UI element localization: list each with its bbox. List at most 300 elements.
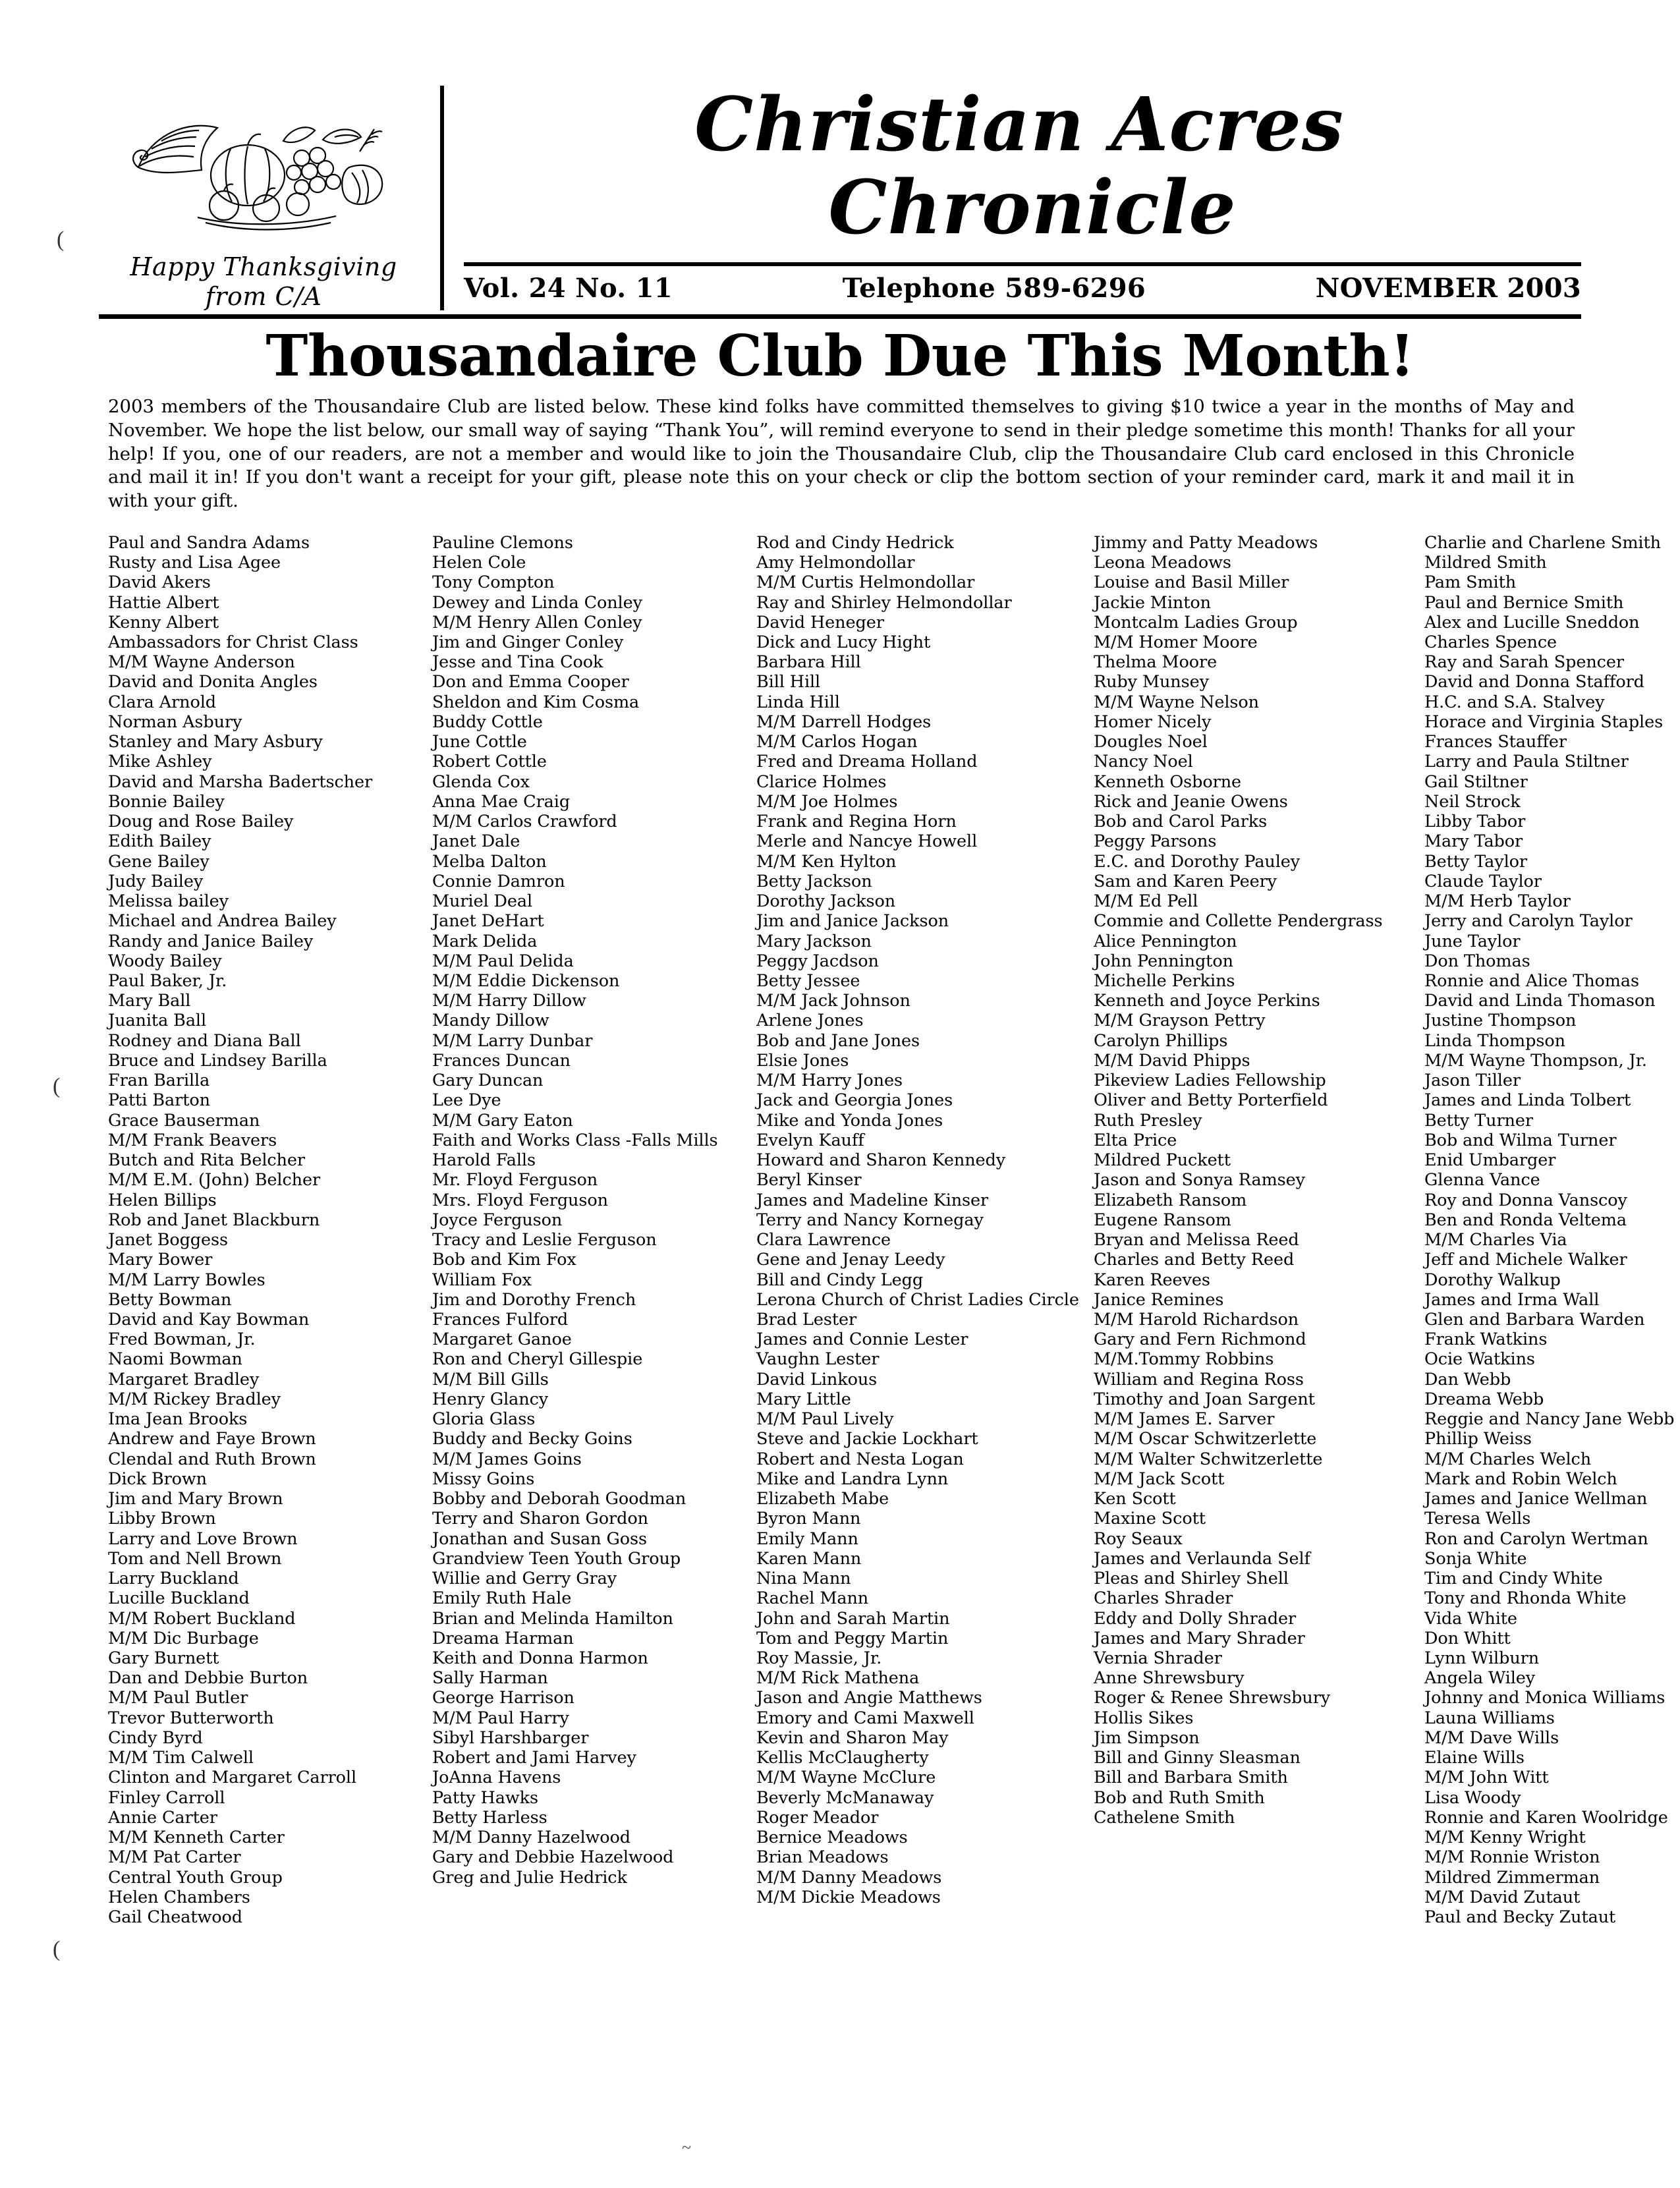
list-item: Brian and Melinda Hamilton bbox=[432, 1608, 673, 1629]
list-item: Nancy Noel bbox=[1094, 752, 1193, 772]
list-item: Johnny and Monica Williams bbox=[1424, 1688, 1666, 1708]
list-item: Juanita Ball bbox=[108, 1011, 207, 1031]
list-item: Muriel Deal bbox=[432, 891, 533, 912]
list-item: Eddy and Dolly Shrader bbox=[1094, 1608, 1297, 1629]
article-intro bbox=[99, 395, 1581, 513]
list-item: Dorothy Walkup bbox=[1424, 1270, 1561, 1290]
list-item: Alex and Lucille Sneddon bbox=[1424, 612, 1640, 632]
list-item: Peggy Jacdson bbox=[756, 951, 879, 971]
list-item: M/M Ken Hylton bbox=[756, 851, 897, 872]
list-item: Howard and Sharon Kennedy bbox=[756, 1150, 1006, 1171]
list-item: Terry and Nancy Kornegay bbox=[756, 1210, 984, 1230]
list-item: Edith Bailey bbox=[108, 831, 211, 852]
list-item: M/M E.M. (John) Belcher bbox=[108, 1170, 321, 1191]
list-item: Tom and Peggy Martin bbox=[756, 1628, 949, 1648]
list-item: Larry and Love Brown bbox=[108, 1529, 298, 1549]
list-item: Roy Massie, Jr. bbox=[756, 1648, 882, 1668]
list-item: Mike and Yonda Jones bbox=[756, 1110, 943, 1131]
list-item: Bob and Kim Fox bbox=[432, 1250, 576, 1270]
list-item: Sibyl Harshbarger bbox=[432, 1727, 589, 1748]
list-item: M/M Larry Dunbar bbox=[432, 1030, 593, 1051]
list-item: Buddy and Becky Goins bbox=[432, 1429, 632, 1449]
list-item: Keith and Donna Harmon bbox=[432, 1648, 648, 1668]
list-item: Paul Baker, Jr. bbox=[108, 971, 227, 991]
list-item: Mike and Landra Lynn bbox=[756, 1469, 949, 1489]
list-item: Linda Thompson bbox=[1424, 1030, 1565, 1051]
list-item: Anne Shrewsbury bbox=[1094, 1668, 1245, 1689]
list-item: Lynn Wilburn bbox=[1424, 1648, 1540, 1668]
thanksgiving-greeting-line1: Happy Thanksgiving bbox=[130, 252, 397, 281]
list-item: Brian Meadows bbox=[756, 1847, 889, 1868]
list-item: M/M Paul Butler bbox=[108, 1688, 248, 1708]
list-item: Peggy Parsons bbox=[1094, 831, 1217, 852]
list-item: M/M Harry Jones bbox=[756, 1071, 903, 1091]
list-item: Dreama Webb bbox=[1424, 1389, 1544, 1409]
list-item: Jack and Georgia Jones bbox=[756, 1090, 953, 1111]
list-item: Nina Mann bbox=[756, 1569, 851, 1589]
list-item: Sally Harman bbox=[432, 1668, 548, 1689]
list-item: Dewey and Linda Conley bbox=[432, 592, 642, 613]
list-item: Harold Falls bbox=[432, 1150, 536, 1171]
list-item: Larry Buckland bbox=[108, 1569, 239, 1589]
list-item: Mandy Dillow bbox=[432, 1011, 549, 1031]
list-item: Tim and Cindy White bbox=[1424, 1569, 1603, 1589]
list-item: James and Verlaunda Self bbox=[1094, 1548, 1310, 1569]
masthead-logo-area bbox=[99, 86, 444, 310]
list-item: Sam and Karen Peery bbox=[1094, 871, 1277, 891]
list-item: Dick and Lucy Hight bbox=[756, 632, 931, 653]
list-item: Bob and Jane Jones bbox=[756, 1030, 920, 1051]
list-item: Leona Meadows bbox=[1094, 553, 1231, 573]
list-item: Vaughn Lester bbox=[756, 1349, 880, 1370]
list-item: Tony Compton bbox=[432, 573, 555, 593]
member-column-1 bbox=[103, 533, 432, 1927]
list-item: Joyce Ferguson bbox=[432, 1210, 563, 1230]
list-item: Bill and Cindy Legg bbox=[756, 1270, 924, 1290]
list-item: Don Whitt bbox=[1424, 1628, 1511, 1648]
list-item: Dan Webb bbox=[1424, 1369, 1511, 1389]
list-item: M/M David Phipps bbox=[1094, 1050, 1250, 1071]
list-item: Jim and Ginger Conley bbox=[432, 632, 624, 653]
issue-date: NOVEMBER 2003 bbox=[1315, 273, 1581, 304]
list-item: Kenneth and Joyce Perkins bbox=[1094, 991, 1320, 1011]
list-item: Rick and Jeanie Owens bbox=[1094, 791, 1288, 812]
list-item: M/M Kenny Wright bbox=[1424, 1828, 1586, 1848]
list-item: Charles and Betty Reed bbox=[1094, 1250, 1295, 1270]
list-item: David and Kay Bowman bbox=[108, 1309, 310, 1330]
list-item: Pauline Clemons bbox=[432, 532, 573, 553]
list-item: Jesse and Tina Cook bbox=[432, 652, 603, 673]
list-item: M/M Ed Pell bbox=[1094, 891, 1198, 912]
list-item: Janet Dale bbox=[432, 831, 520, 852]
list-item: Barbara Hill bbox=[756, 652, 861, 673]
list-item: Bill and Barbara Smith bbox=[1094, 1768, 1288, 1788]
list-item: Norman Asbury bbox=[108, 712, 242, 732]
list-item: M/M Henry Allen Conley bbox=[432, 612, 642, 632]
list-item: M/M Jack Scott bbox=[1094, 1469, 1225, 1489]
member-column-2 bbox=[432, 533, 756, 1927]
list-item: Ronnie and Alice Thomas bbox=[1424, 971, 1639, 991]
list-item: M/M Curtis Helmondollar bbox=[756, 573, 975, 593]
list-item: Margaret Ganoe bbox=[432, 1330, 572, 1350]
list-item: M/M Larry Bowles bbox=[108, 1270, 266, 1290]
list-item: Vida White bbox=[1424, 1608, 1517, 1629]
list-item: Ruth Presley bbox=[1094, 1110, 1202, 1131]
list-item: Libby Brown bbox=[108, 1509, 216, 1529]
list-item: M/M Oscar Schwitzerlette bbox=[1094, 1429, 1317, 1449]
list-item: E.C. and Dorothy Pauley bbox=[1094, 851, 1301, 872]
list-item: Bryan and Melissa Reed bbox=[1094, 1230, 1299, 1250]
list-item: M/M Paul Harry bbox=[432, 1708, 569, 1728]
list-item: Gail Cheatwood bbox=[108, 1907, 242, 1928]
list-item: Betty Harless bbox=[432, 1807, 547, 1828]
list-item: Pikeview Ladies Fellowship bbox=[1094, 1071, 1326, 1091]
list-item: William and Regina Ross bbox=[1094, 1369, 1304, 1389]
list-item: Annie Carter bbox=[108, 1807, 217, 1828]
list-item: Sheldon and Kim Cosma bbox=[432, 692, 640, 712]
list-item: Rachel Mann bbox=[756, 1588, 869, 1609]
list-item: James and Irma Wall bbox=[1424, 1289, 1600, 1310]
list-item: Bruce and Lindsey Barilla bbox=[108, 1050, 327, 1071]
masthead-title-area bbox=[444, 82, 1581, 310]
list-item: David Linkous bbox=[756, 1369, 878, 1389]
list-item: M/M.Tommy Robbins bbox=[1094, 1349, 1274, 1370]
list-item: Mildred Zimmerman bbox=[1424, 1867, 1600, 1888]
list-item: Grandview Teen Youth Group bbox=[432, 1548, 681, 1569]
list-item: M/M Wayne Anderson bbox=[108, 652, 295, 673]
list-item: Lisa Woody bbox=[1424, 1787, 1521, 1808]
margin-mark: ( bbox=[53, 1937, 61, 1961]
list-item: Ron and Carolyn Wertman bbox=[1424, 1529, 1648, 1549]
list-item: Don and Emma Cooper bbox=[432, 672, 629, 692]
list-item: Bonnie Bailey bbox=[108, 791, 225, 812]
list-item: Margaret Bradley bbox=[108, 1369, 260, 1389]
list-item: Paul and Sandra Adams bbox=[108, 532, 310, 553]
list-item: Gene Bailey bbox=[108, 851, 210, 872]
list-item: M/M Paul Lively bbox=[756, 1409, 894, 1430]
list-item: Buddy Cottle bbox=[432, 712, 543, 732]
list-item: Rob and Janet Blackburn bbox=[108, 1210, 320, 1230]
publication-title-line2: Chronicle bbox=[828, 165, 1237, 251]
list-item: David and Donita Angles bbox=[108, 672, 318, 692]
list-item: Reggie and Nancy Jane Webb bbox=[1424, 1409, 1675, 1430]
list-item: Finley Carroll bbox=[108, 1787, 225, 1808]
list-item: Bill Hill bbox=[756, 672, 821, 692]
list-item: Clendal and Ruth Brown bbox=[108, 1449, 316, 1469]
list-item: Kevin and Sharon May bbox=[756, 1727, 949, 1748]
list-item: M/M Pat Carter bbox=[108, 1847, 241, 1868]
list-item: Vernia Shrader bbox=[1094, 1648, 1222, 1668]
list-item: Lee Dye bbox=[432, 1090, 501, 1111]
list-item: Bernice Meadows bbox=[756, 1828, 908, 1848]
list-item: Henry Glancy bbox=[432, 1389, 549, 1409]
list-item: Amy Helmondollar bbox=[756, 553, 915, 573]
list-item: Charles Shrader bbox=[1094, 1588, 1233, 1609]
list-item: Roy Seaux bbox=[1094, 1529, 1183, 1549]
list-item: Fred Bowman, Jr. bbox=[108, 1330, 256, 1350]
list-item: Jim Simpson bbox=[1094, 1727, 1200, 1748]
list-item: M/M Wayne Nelson bbox=[1094, 692, 1259, 712]
list-item: Melba Dalton bbox=[432, 851, 547, 872]
list-item: Lucille Buckland bbox=[108, 1588, 250, 1609]
publication-title-line1: Christian Acres bbox=[694, 82, 1344, 168]
list-item: Trevor Butterworth bbox=[108, 1708, 274, 1728]
list-item: Elaine Wills bbox=[1424, 1748, 1525, 1768]
list-item: Gloria Glass bbox=[432, 1409, 536, 1430]
list-item: Roger Meador bbox=[756, 1807, 879, 1828]
list-item: Janice Remines bbox=[1094, 1289, 1224, 1310]
list-item: Paul and Bernice Smith bbox=[1424, 592, 1624, 613]
list-item: Elta Price bbox=[1094, 1130, 1177, 1150]
list-item: M/M Danny Meadows bbox=[756, 1867, 942, 1888]
list-item: Brad Lester bbox=[756, 1309, 857, 1330]
list-item: Ronnie and Karen Woolridge bbox=[1424, 1807, 1668, 1828]
list-item: Michelle Perkins bbox=[1094, 971, 1235, 991]
list-item: M/M David Zutaut bbox=[1424, 1887, 1581, 1907]
article-headline: Thousandaire Club Due This Month! bbox=[266, 323, 1414, 390]
list-item: M/M Charles Via bbox=[1424, 1230, 1567, 1250]
list-item: Randy and Janice Bailey bbox=[108, 931, 314, 951]
list-item: Stanley and Mary Asbury bbox=[108, 732, 323, 752]
list-item: M/M Frank Beavers bbox=[108, 1130, 277, 1150]
list-item: M/M Dave Wills bbox=[1424, 1727, 1559, 1748]
list-item: Linda Hill bbox=[756, 692, 840, 712]
list-item: Merle and Nancye Howell bbox=[756, 831, 978, 852]
list-item: Mr. Floyd Ferguson bbox=[432, 1170, 598, 1191]
list-item: Betty Taylor bbox=[1424, 851, 1527, 872]
list-item: Emory and Cami Maxwell bbox=[756, 1708, 974, 1728]
list-item: Mike Ashley bbox=[108, 752, 212, 772]
list-item: Missy Goins bbox=[432, 1469, 535, 1489]
list-item: Arlene Jones bbox=[756, 1011, 864, 1031]
list-item: Dreama Harman bbox=[432, 1628, 574, 1648]
list-item: Clarice Holmes bbox=[756, 771, 887, 792]
list-item: William Fox bbox=[432, 1270, 532, 1290]
list-item: Mark and Robin Welch bbox=[1424, 1469, 1617, 1489]
list-item: Ben and Ronda Veltema bbox=[1424, 1210, 1627, 1230]
list-item: Frances Fulford bbox=[432, 1309, 569, 1330]
list-item: M/M Rickey Bradley bbox=[108, 1389, 281, 1409]
list-item: Frances Stauffer bbox=[1424, 732, 1567, 752]
list-item: Karen Reeves bbox=[1094, 1270, 1210, 1290]
list-item: Elsie Jones bbox=[756, 1050, 849, 1071]
list-item: Jim and Dorothy French bbox=[432, 1289, 636, 1310]
member-column-3 bbox=[756, 533, 1094, 1927]
list-item: Libby Tabor bbox=[1424, 812, 1526, 832]
member-column-5 bbox=[1424, 533, 1680, 1927]
list-item: Patty Hawks bbox=[432, 1787, 538, 1808]
list-item: George Harrison bbox=[432, 1688, 574, 1708]
list-item: Enid Umbarger bbox=[1424, 1150, 1556, 1171]
list-item: Terry and Sharon Gordon bbox=[432, 1509, 648, 1529]
list-item: M/M Tim Calwell bbox=[108, 1748, 254, 1768]
list-item: Emily Ruth Hale bbox=[432, 1588, 572, 1609]
list-item: Woody Bailey bbox=[108, 951, 222, 971]
list-item: Robert Cottle bbox=[432, 752, 547, 772]
list-item: Fran Barilla bbox=[108, 1071, 210, 1091]
list-item: Elizabeth Ransom bbox=[1094, 1190, 1247, 1210]
list-item: Helen Billips bbox=[108, 1190, 217, 1210]
list-item: Glenna Vance bbox=[1424, 1170, 1540, 1191]
list-item: Mary Ball bbox=[108, 991, 191, 1011]
list-item: Karen Mann bbox=[756, 1548, 862, 1569]
list-item: Jerry and Carolyn Taylor bbox=[1424, 911, 1633, 932]
list-item: M/M Danny Hazelwood bbox=[432, 1828, 630, 1848]
list-item: David and Donna Stafford bbox=[1424, 672, 1644, 692]
list-item: Lerona Church of Christ Ladies Circle bbox=[756, 1289, 1079, 1310]
list-item: Dorothy Jackson bbox=[756, 891, 896, 912]
list-item: Grace Bauserman bbox=[108, 1110, 260, 1131]
list-item: Homer Nicely bbox=[1094, 712, 1212, 732]
list-item: Bob and Ruth Smith bbox=[1094, 1787, 1265, 1808]
list-item: M/M Dickie Meadows bbox=[756, 1887, 941, 1907]
list-item: Beverly McManaway bbox=[756, 1787, 934, 1808]
list-item: Betty Jackson bbox=[756, 871, 872, 891]
list-item: David and Marsha Badertscher bbox=[108, 771, 373, 792]
list-item: M/M Dic Burbage bbox=[108, 1628, 259, 1648]
list-item: Glenda Cox bbox=[432, 771, 530, 792]
list-item: Jason and Sonya Ramsey bbox=[1094, 1170, 1305, 1191]
list-item: June Cottle bbox=[432, 732, 527, 752]
list-item: Kenneth Osborne bbox=[1094, 771, 1242, 792]
list-item: Alice Pennington bbox=[1094, 931, 1237, 951]
issue-volume: Vol. 24 No. 11 bbox=[464, 273, 673, 304]
list-item: Jason and Angie Matthews bbox=[756, 1688, 982, 1708]
list-item: H.C. and S.A. Stalvey bbox=[1424, 692, 1605, 712]
list-item: Emily Mann bbox=[756, 1529, 858, 1549]
list-item: Mrs. Floyd Ferguson bbox=[432, 1190, 608, 1210]
list-item: M/M Darrell Hodges bbox=[756, 712, 932, 732]
list-item: Montcalm Ladies Group bbox=[1094, 612, 1298, 632]
list-item: Beryl Kinser bbox=[756, 1170, 862, 1191]
list-item: Tracy and Leslie Ferguson bbox=[432, 1230, 657, 1250]
list-item: Angela Wiley bbox=[1424, 1668, 1536, 1689]
list-item: M/M Harold Richardson bbox=[1094, 1309, 1299, 1330]
list-item: Mildred Smith bbox=[1424, 553, 1547, 573]
list-item: Roger & Renee Shrewsbury bbox=[1094, 1688, 1331, 1708]
list-item: Clara Arnold bbox=[108, 692, 217, 712]
list-item: M/M Herb Taylor bbox=[1424, 891, 1571, 912]
list-item: Mary Jackson bbox=[756, 931, 872, 951]
list-item: Hollis Sikes bbox=[1094, 1708, 1194, 1728]
list-item: Gary Burnett bbox=[108, 1648, 219, 1668]
list-item: Clinton and Margaret Carroll bbox=[108, 1768, 357, 1788]
list-item: Clara Lawrence bbox=[756, 1230, 891, 1250]
list-item: M/M Bill Gills bbox=[432, 1369, 549, 1389]
list-item: Hattie Albert bbox=[108, 592, 219, 613]
list-item: Doug and Rose Bailey bbox=[108, 812, 294, 832]
list-item: Janet Boggess bbox=[108, 1230, 228, 1250]
list-item: Cathelene Smith bbox=[1094, 1807, 1235, 1828]
list-item: Roy and Donna Vanscoy bbox=[1424, 1190, 1627, 1210]
list-item: Timothy and Joan Sargent bbox=[1094, 1389, 1315, 1409]
list-item: James and Janice Wellman bbox=[1424, 1489, 1648, 1509]
list-item: M/M Carlos Hogan bbox=[756, 732, 918, 752]
list-item: M/M Joe Holmes bbox=[756, 791, 898, 812]
list-item: Butch and Rita Belcher bbox=[108, 1150, 305, 1171]
list-item: Jim and Janice Jackson bbox=[756, 911, 949, 932]
list-item: Tony and Rhonda White bbox=[1424, 1588, 1627, 1609]
list-item: Betty Bowman bbox=[108, 1289, 232, 1310]
list-item: Betty Turner bbox=[1424, 1110, 1533, 1131]
list-item: Eugene Ransom bbox=[1094, 1210, 1231, 1230]
list-item: David and Linda Thomason bbox=[1424, 991, 1656, 1011]
list-item: Mary Little bbox=[756, 1389, 851, 1409]
list-item: Ocie Watkins bbox=[1424, 1349, 1535, 1370]
list-item: James and Linda Tolbert bbox=[1424, 1090, 1631, 1111]
list-item: Paul and Becky Zutaut bbox=[1424, 1907, 1616, 1928]
list-item: Connie Damron bbox=[432, 871, 565, 891]
list-item: Dan and Debbie Burton bbox=[108, 1668, 308, 1689]
list-item: Oliver and Betty Porterfield bbox=[1094, 1090, 1328, 1111]
list-item: Launa Williams bbox=[1424, 1708, 1555, 1728]
list-item: Gene and Jenay Leedy bbox=[756, 1250, 945, 1270]
list-item: Jackie Minton bbox=[1094, 592, 1211, 613]
list-item: M/M Robert Buckland bbox=[108, 1608, 296, 1629]
list-item: Judy Bailey bbox=[108, 871, 204, 891]
masthead bbox=[99, 82, 1581, 319]
list-item: M/M James E. Sarver bbox=[1094, 1409, 1275, 1430]
member-list bbox=[99, 532, 1675, 1928]
list-item: Ray and Sarah Spencer bbox=[1424, 652, 1624, 673]
list-item: Betty Jessee bbox=[756, 971, 860, 991]
list-item: Gary and Fern Richmond bbox=[1094, 1330, 1306, 1350]
list-item: Commie and Collette Pendergrass bbox=[1094, 911, 1383, 932]
list-item: M/M Wayne McClure bbox=[756, 1768, 936, 1788]
issue-telephone: Telephone 589-6296 bbox=[842, 273, 1146, 304]
list-item: Maxine Scott bbox=[1094, 1509, 1206, 1529]
list-item: M/M Eddie Dickenson bbox=[432, 971, 620, 991]
list-item: Bob and Wilma Turner bbox=[1424, 1130, 1617, 1150]
list-item: Jimmy and Patty Meadows bbox=[1094, 532, 1318, 553]
margin-mark: ( bbox=[53, 1074, 61, 1098]
list-item: Bob and Carol Parks bbox=[1094, 812, 1268, 832]
list-item: Andrew and Faye Brown bbox=[108, 1429, 316, 1449]
list-item: June Taylor bbox=[1424, 931, 1521, 951]
list-item: Justine Thompson bbox=[1424, 1011, 1577, 1031]
list-item: M/M Rick Mathena bbox=[756, 1668, 920, 1689]
list-item: Steve and Jackie Lockhart bbox=[756, 1429, 978, 1449]
list-item: Mark Delida bbox=[432, 931, 538, 951]
list-item: Ray and Shirley Helmondollar bbox=[756, 592, 1012, 613]
list-item: Louise and Basil Miller bbox=[1094, 573, 1289, 593]
list-item: Ambassadors for Christ Class bbox=[108, 632, 358, 653]
list-item: David Heneger bbox=[756, 612, 884, 632]
list-item: James and Madeline Kinser bbox=[756, 1190, 989, 1210]
list-item: Frank Watkins bbox=[1424, 1330, 1548, 1350]
list-item: Patti Barton bbox=[108, 1090, 210, 1111]
list-item: Bobby and Deborah Goodman bbox=[432, 1489, 686, 1509]
list-item: Gary Duncan bbox=[432, 1071, 544, 1091]
list-item: Jeff and Michele Walker bbox=[1424, 1250, 1627, 1270]
margin-mark: ( bbox=[57, 227, 65, 252]
list-item: Faith and Works Class -Falls Mills bbox=[432, 1130, 718, 1150]
list-item: Willie and Gerry Gray bbox=[432, 1569, 617, 1589]
list-item: Melissa bailey bbox=[108, 891, 229, 912]
list-item: Gary and Debbie Hazelwood bbox=[432, 1847, 674, 1868]
list-item: Ken Scott bbox=[1094, 1489, 1176, 1509]
list-item: James and Connie Lester bbox=[756, 1330, 968, 1350]
list-item: John Pennington bbox=[1094, 951, 1233, 971]
list-item: Carolyn Phillips bbox=[1094, 1030, 1228, 1051]
list-item: Teresa Wells bbox=[1424, 1509, 1531, 1529]
list-item: Rodney and Diana Ball bbox=[108, 1030, 301, 1051]
list-item: Rusty and Lisa Agee bbox=[108, 553, 281, 573]
list-item: Anna Mae Craig bbox=[432, 791, 571, 812]
cornucopia-icon bbox=[125, 88, 402, 253]
list-item: Janet DeHart bbox=[432, 911, 544, 932]
list-item: Glen and Barbara Warden bbox=[1424, 1309, 1645, 1330]
